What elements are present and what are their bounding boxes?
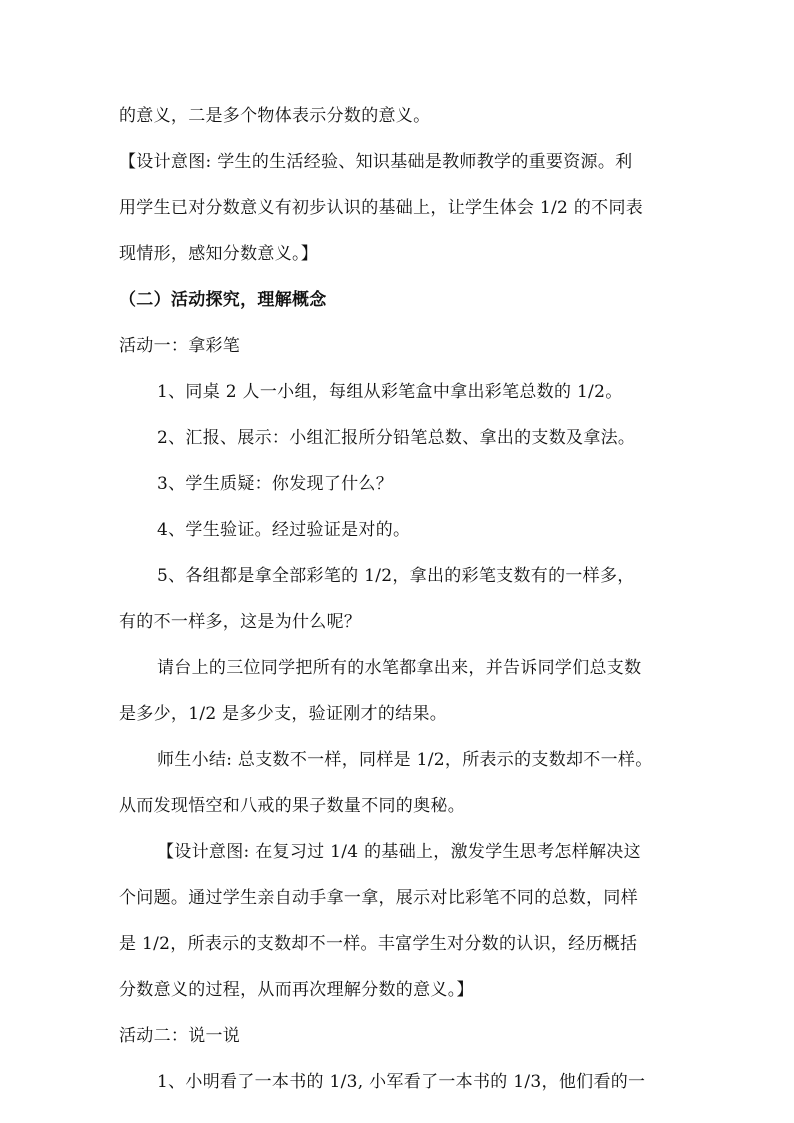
summary-line: 师生小结: 总支数不一样，同样是 1/2，所表示的支数却不一样。 <box>157 750 653 770</box>
paragraph-line: 请台上的三位同学把所有的水笔都拿出来，并告诉同学们总支数 <box>157 658 642 678</box>
paragraph-line: 的意义，二是多个物体表示分数的意义。 <box>119 106 431 126</box>
design-intent-line: 【设计意图: 在复习过 1/4 的基础上，激发学生思考怎样解决这 <box>157 842 641 862</box>
activity-heading: 活动二：说一说 <box>119 1026 241 1046</box>
section-heading: （二）活动探究，理解概念 <box>119 290 327 310</box>
activity-heading: 活动一：拿彩笔 <box>119 336 241 356</box>
activity-step: 4、学生验证。经过验证是对的。 <box>157 520 411 540</box>
summary-line: 从而发现悟空和八戒的果子数量不同的奥秘。 <box>119 796 465 816</box>
design-intent-line: 是 1/2，所表示的支数却不一样。丰富学生对分数的认识，经历概括 <box>119 934 638 954</box>
activity-step: 1、小明看了一本书的 1/3, 小军看了一本书的 1/3，他们看的一 <box>157 1072 646 1092</box>
design-intent-line: 【设计意图: 学生的生活经验、知识基础是教师教学的重要资源。利 <box>119 152 633 172</box>
activity-step: 1、同桌 2 人一小组，每组从彩笔盒中拿出彩笔总数的 1/2。 <box>157 382 623 402</box>
design-intent-line: 分数意义的过程，从而再次理解分数的意义。】 <box>119 980 474 1000</box>
design-intent-line: 现情形，感知分数意义。】 <box>119 244 319 264</box>
activity-step: 3、学生质疑：你发现了什么？ <box>157 474 394 494</box>
design-intent-line: 用学生已对分数意义有初步认识的基础上，让学生体会 1/2 的不同表 <box>119 198 644 218</box>
activity-step: 5、各组都是拿全部彩笔的 1/2，拿出的彩笔支数有的一样多， <box>157 566 635 586</box>
paragraph-line: 是多少，1/2 是多少支，验证刚才的结果。 <box>119 704 448 724</box>
design-intent-line: 个问题。通过学生亲自动手拿一拿，展示对比彩笔不同的总数，同样 <box>119 888 638 908</box>
activity-step-continuation: 有的不一样多，这是为什么呢？ <box>119 612 362 632</box>
activity-step: 2、汇报、展示：小组汇报所分铅笔总数、拿出的支数及拿法。 <box>157 428 636 448</box>
